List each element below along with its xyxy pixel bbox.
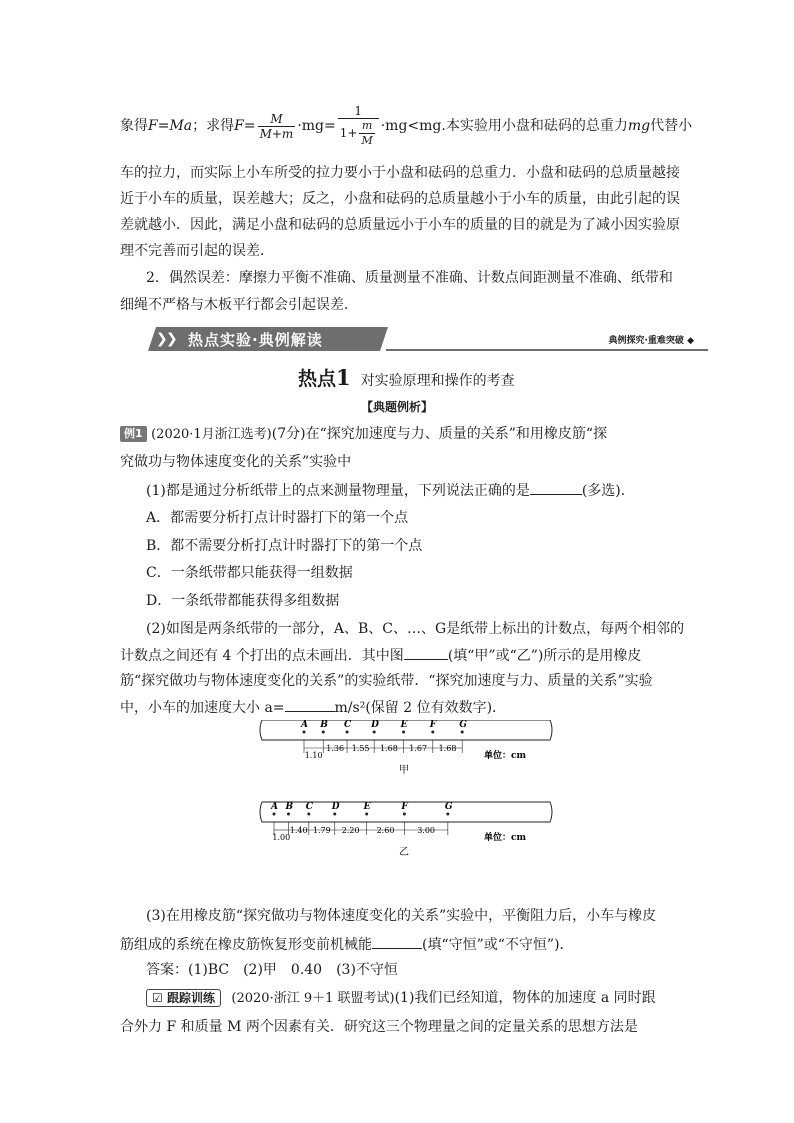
example-line <box>120 424 607 445</box>
count-point <box>307 813 310 816</box>
point-label: C <box>305 802 313 812</box>
count-point <box>346 731 349 734</box>
paragraph-line: 合外力 F 和质量 M 两个因素有关．研究这三个物理量之间的定量关系的思想方法是 <box>120 1019 638 1035</box>
text: ·mg= <box>297 118 336 134</box>
checkbox-icon: ☑ <box>152 991 163 1005</box>
option-d: D．一条纸带都能获得多组数据 <box>146 593 340 609</box>
answer-blank[interactable] <box>404 645 448 660</box>
point-label: B <box>285 802 294 812</box>
option-a: A．都需要分析打点计时器打下的第一个点 <box>146 510 409 526</box>
count-point <box>303 731 306 734</box>
text: (多选)． <box>581 483 635 499</box>
text: 象得 <box>120 118 148 134</box>
fraction <box>338 104 379 148</box>
point-label: G <box>459 720 467 730</box>
answer-blank[interactable] <box>372 934 422 949</box>
count-point <box>333 813 336 816</box>
paragraph-line: 究做功与物体速度变化的关系”实验中 <box>120 454 352 470</box>
question-line <box>120 645 641 666</box>
count-point <box>322 731 325 734</box>
question-line <box>120 697 506 718</box>
answer-blank[interactable] <box>530 480 582 495</box>
fraction <box>258 112 296 141</box>
paragraph-line: 近于小车的质量，误差越大；反之，小盘和砝码的总质量越小于小车的质量，由此引起的误 <box>120 191 680 207</box>
chevron-icon: ❯ <box>166 331 178 347</box>
numerator: 1 <box>338 104 379 119</box>
nested-fraction <box>359 119 374 148</box>
tape-caption: 乙 <box>399 847 409 858</box>
tracking-tag <box>146 989 221 1007</box>
variable: mg <box>627 118 651 134</box>
tape-svg <box>258 720 558 880</box>
denominator: M <box>361 134 373 147</box>
gap-label: 1.40 <box>289 826 308 835</box>
paragraph-line: 理不完善而引起的误差． <box>120 243 274 259</box>
point-label: C <box>344 720 352 730</box>
tape-yi <box>260 802 552 858</box>
numerator: m <box>361 119 373 132</box>
question-line: (2)如图是两条纸带的一部分，A、B、C、…、G是纸带上标出的计数点，每两个相邻的 <box>146 621 685 637</box>
equation: F=Ma <box>148 118 193 134</box>
answer-blank[interactable] <box>285 697 335 712</box>
text: m/s²(保留 2 位有效数字)． <box>334 700 507 716</box>
point-label: F <box>429 720 437 730</box>
count-point <box>402 731 405 734</box>
point-label: D <box>331 802 340 812</box>
text: (1)都是通过分析纸带上的点来测量物理量，下列说法正确的是 <box>146 483 530 499</box>
chevron-icon: ❯ <box>156 331 168 347</box>
point-label: A <box>271 802 278 812</box>
question-line <box>146 480 635 501</box>
gap-label: 1.36 <box>326 744 345 753</box>
text: 代替小 <box>650 118 693 134</box>
count-point <box>365 813 368 816</box>
unit-label: 单位：cm <box>484 751 527 761</box>
paper-tape-diagram <box>258 720 558 880</box>
denominator: 1+ <box>339 126 358 140</box>
point-label: E <box>400 720 408 730</box>
gap-label: 1.68 <box>379 744 398 753</box>
gap-label: 1.00 <box>272 833 291 842</box>
text: ·mg<mg.本实验用小盘和砝码的总重力 <box>380 118 628 134</box>
option-b: B．都不需要分析打点计时器打下的第一个点 <box>146 538 423 554</box>
heading-number: 1 <box>336 365 351 390</box>
text: ；求得 <box>192 118 235 134</box>
text: (填“甲”或“乙”)所示的是用橡皮 <box>447 648 642 664</box>
tracking-line <box>146 988 656 1009</box>
question-line: (3)在用橡皮筋“探究做功与物体速度变化的关系”实验中，平衡阻力后，小车与橡皮 <box>146 908 657 924</box>
gap-label: 1.10 <box>304 751 323 760</box>
count-point <box>403 813 406 816</box>
text: 筋组成的系统在橡皮筋恢复形变前机械能 <box>120 937 372 953</box>
source: (2020·1月浙江选考) <box>151 427 272 442</box>
denominator: M+m <box>259 126 294 141</box>
gap-label: 3.00 <box>417 826 436 835</box>
point-label: B <box>320 720 328 730</box>
numerator: M <box>270 111 283 126</box>
gap-label: 2.20 <box>341 826 360 835</box>
variable: F <box>234 118 244 134</box>
divider <box>386 349 708 351</box>
gap-label: 1.67 <box>409 744 428 753</box>
text: (填“守恒”或“不守恒”)． <box>422 937 574 953</box>
option-c: C．一条纸带都只能获得一组数据 <box>146 565 353 581</box>
tape-jia <box>260 720 552 776</box>
section-banner <box>148 327 708 351</box>
section-heading <box>298 364 515 391</box>
banner-title: 热点实验·典例解读 <box>188 331 323 349</box>
point-label: A <box>301 720 308 730</box>
text: (1)我们已经知道，物体的加速度 a 同时跟 <box>394 990 656 1006</box>
gap-label: 1.79 <box>312 826 331 835</box>
gap-label: 1.55 <box>351 744 370 753</box>
point-label: D <box>371 720 379 730</box>
subheading: 【典题例析】 <box>360 400 433 414</box>
point-label: E <box>363 802 371 812</box>
formula-line: 象得F=Ma；求得F= $\frac{M}{M+m}$ ·mg= 1 1+ $\frac{m}{M}$ ·mg<mg.本实验用小盘和砝码的总重力mg代替小 <box>120 104 693 147</box>
text: 典例探究·重难突破 <box>608 336 684 346</box>
tape-caption: 甲 <box>399 765 409 776</box>
source: (2020·浙江 9＋1 联盟考试) <box>231 991 395 1006</box>
unit-label: 单位：cm <box>484 833 527 843</box>
gap-label: 1.68 <box>438 744 457 753</box>
heading-title: 对实验原理和操作的考查 <box>360 373 515 389</box>
count-point <box>287 813 290 816</box>
diamond-icon: ◆ <box>687 336 694 346</box>
question-line: 筋“探究做功与物体速度变化的关系”的实验纸带．“探究加速度与力、质量的关系”实验 <box>120 673 653 689</box>
count-point <box>431 731 434 734</box>
point-label: G <box>444 802 453 812</box>
banner-subtitle <box>609 333 694 346</box>
example-tag: 例1 <box>120 426 147 442</box>
text: 中，小车的加速度大小 a= <box>120 700 285 716</box>
text: (7分)在“探究加速度与力、质量的关系”和用橡皮筋“探 <box>271 426 608 442</box>
count-point <box>373 731 376 734</box>
count-point <box>273 813 276 816</box>
text: 跟踪训练 <box>166 991 215 1005</box>
count-point <box>461 731 464 734</box>
paragraph-line: 差就越小．因此，满足小盘和砝码的总质量远小于小车的质量的目的就是为了减小因实验原 <box>120 217 680 233</box>
paragraph-line: 细绳不严格与木板平行都会引起误差． <box>120 297 358 313</box>
text: 计数点之间还有 4 个打出的点未画出．其中图 <box>120 648 404 664</box>
paragraph-line: 车的拉力，而实际上小车所受的拉力要小于小盘和砝码的总重力．小盘和砝码的总质量越接 <box>120 165 680 181</box>
question-line <box>120 934 574 955</box>
paragraph-line: 2．偶然误差：摩擦力平衡不准确、质量测量不准确、计数点间距测量不准确、纸带和 <box>146 270 673 286</box>
point-label: F <box>401 802 408 812</box>
gap-label: 2.60 <box>376 826 395 835</box>
heading-label: 热点 <box>298 368 337 390</box>
count-point <box>446 813 449 816</box>
answer-line: 答案：(1)BC (2)甲 0.40 (3)不守恒 <box>146 962 398 978</box>
